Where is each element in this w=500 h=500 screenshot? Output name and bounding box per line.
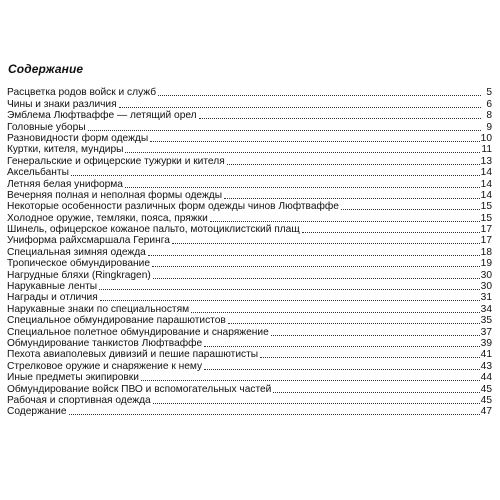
toc-entry-page-number: 15 bbox=[480, 212, 492, 224]
toc-entry-page-number: 9 bbox=[486, 121, 492, 133]
dot-leader bbox=[152, 266, 480, 267]
toc-entry-title: Униформа райхсмаршала Геринга bbox=[7, 235, 170, 247]
dot-leader bbox=[199, 118, 481, 119]
toc-entry bbox=[7, 235, 492, 246]
toc-entry-title: Расцветка родов войск и служб bbox=[7, 87, 157, 99]
toc-entry-title: Чины и знаки различия bbox=[7, 98, 117, 110]
dot-leader bbox=[153, 278, 480, 279]
toc-entry-page-number: 45 bbox=[480, 383, 492, 395]
dot-leader bbox=[125, 187, 480, 188]
toc-entry bbox=[7, 190, 492, 201]
toc-entry-title: Генеральские и офицерские тужурки и кителя bbox=[7, 155, 225, 167]
dot-leader bbox=[125, 152, 480, 153]
toc-entry-page-number: 47 bbox=[480, 406, 492, 418]
toc-entry-title: Рабочая и спортивная одежда bbox=[7, 394, 151, 406]
toc-entry bbox=[7, 372, 492, 383]
toc-entry-page-number: 14 bbox=[480, 178, 492, 190]
toc-entry-page-number: 15 bbox=[480, 201, 492, 213]
toc-entry-title: Летняя белая униформа bbox=[7, 178, 123, 190]
toc-entry-page-number: 5 bbox=[486, 87, 492, 99]
toc-entry-page-number: 35 bbox=[480, 315, 492, 327]
toc-entry bbox=[7, 246, 492, 257]
toc-entry-page-number: 17 bbox=[480, 224, 492, 236]
dot-leader bbox=[141, 380, 480, 381]
toc-entry bbox=[7, 121, 492, 132]
toc-entry bbox=[7, 281, 492, 292]
toc-entry-title: Пехота авиаполевых дивизий и пешие парашютисты bbox=[7, 349, 259, 361]
dot-leader bbox=[204, 346, 479, 347]
toc-entry-title: Нарукавные знаки по специальностям bbox=[7, 303, 190, 315]
toc-entry-title: Некоторые особенности различных форм одежды чинов Люфтваффе bbox=[7, 201, 339, 213]
dot-leader bbox=[302, 232, 480, 233]
toc-entry-page-number: 18 bbox=[480, 246, 492, 258]
toc-entry-title: Иные предметы экипировки bbox=[7, 372, 139, 384]
toc-entry-page-number: 30 bbox=[480, 269, 492, 281]
dot-leader bbox=[191, 312, 480, 313]
toc-entry bbox=[7, 201, 492, 212]
toc-entry bbox=[7, 269, 492, 280]
toc-entry bbox=[7, 315, 492, 326]
toc-entry-page-number: 30 bbox=[480, 281, 492, 293]
dot-leader bbox=[99, 289, 480, 290]
dot-leader bbox=[228, 323, 480, 324]
dot-leader bbox=[172, 243, 480, 244]
toc-entry bbox=[7, 383, 492, 394]
toc-entry-title: Вечерняя полная и неполная формы одежды bbox=[7, 189, 223, 201]
toc-entry-page-number: 45 bbox=[480, 394, 492, 406]
dot-leader bbox=[227, 164, 480, 165]
dot-leader bbox=[150, 141, 479, 142]
toc-entry-page-number: 14 bbox=[480, 167, 492, 179]
toc-entry-title: Награды и отличия bbox=[7, 292, 98, 304]
toc-entry-title: Аксельбанты bbox=[7, 167, 69, 179]
dot-leader bbox=[71, 175, 480, 176]
toc-entry-title: Стрелковое оружие и снаряжение к нему bbox=[7, 360, 203, 372]
toc-entry-title: Головные уборы bbox=[7, 121, 86, 133]
toc-entry bbox=[7, 326, 492, 337]
toc-entry-page-number: 34 bbox=[480, 303, 492, 315]
toc-entry bbox=[7, 406, 492, 417]
toc-entry bbox=[7, 87, 492, 98]
toc-entry-title: Тропическое обмундирование bbox=[7, 258, 151, 270]
toc-entry-page-number: 44 bbox=[480, 372, 492, 384]
toc-entry-title: Шинель, офицерское кожаное пальто, мотоциклистский плащ bbox=[7, 224, 300, 236]
dot-leader bbox=[204, 369, 480, 370]
toc-entry-page-number: 13 bbox=[480, 155, 492, 167]
toc-entry-page-number: 19 bbox=[480, 258, 492, 270]
toc-entry-title: Обмундирование войск ПВО и вспомогательных частей bbox=[7, 383, 272, 395]
toc-entry bbox=[7, 224, 492, 235]
dot-leader bbox=[210, 221, 480, 222]
toc-entry-title: Обмундирование танкистов Люфтваффе bbox=[7, 337, 203, 349]
toc-entry bbox=[7, 258, 492, 269]
toc-entry bbox=[7, 212, 492, 223]
toc-entry bbox=[7, 338, 492, 349]
toc-entry bbox=[7, 303, 492, 314]
toc-entry-page-number: 31 bbox=[480, 292, 492, 304]
toc-entry bbox=[7, 178, 492, 189]
toc-entry bbox=[7, 155, 492, 166]
dot-leader bbox=[260, 357, 480, 358]
dot-leader bbox=[273, 392, 479, 393]
toc-entry-page-number: 39 bbox=[480, 337, 492, 349]
toc-entry bbox=[7, 360, 492, 371]
toc-entry-title: Содержание bbox=[7, 406, 67, 418]
toc-entry-title: Куртки, кителя, мундиры bbox=[7, 144, 124, 156]
dot-leader bbox=[148, 255, 480, 256]
toc-entry-page-number: 6 bbox=[486, 98, 492, 110]
toc-entry-page-number: 37 bbox=[480, 326, 492, 338]
toc-entry-page-number: 41 bbox=[480, 349, 492, 361]
dot-leader bbox=[88, 130, 481, 131]
dot-leader bbox=[341, 209, 480, 210]
toc-entry-page-number: 43 bbox=[480, 360, 492, 372]
toc-entry bbox=[7, 395, 492, 406]
toc-entry bbox=[7, 144, 492, 155]
toc-entry-title: Разновидности форм одежды bbox=[7, 132, 149, 144]
dot-leader bbox=[100, 300, 480, 301]
toc-entry-title: Эмблема Люфтваффе — летящий орел bbox=[7, 110, 197, 122]
toc-entry-title: Холодное оружие, темляки, пояса, пряжки bbox=[7, 212, 208, 224]
toc-entry-page-number: 8 bbox=[486, 110, 492, 122]
dot-leader bbox=[224, 198, 480, 199]
toc-heading: Содержание bbox=[8, 62, 84, 76]
toc-entry-title: Нагрудные бляхи (Ringkragen) bbox=[7, 269, 151, 281]
dot-leader bbox=[153, 403, 480, 404]
toc-entry-page-number: 11 bbox=[481, 144, 492, 156]
toc-entry-page-number: 14 bbox=[480, 189, 492, 201]
toc-entry bbox=[7, 98, 492, 109]
toc-list bbox=[7, 87, 492, 417]
toc-entry bbox=[7, 167, 492, 178]
toc-entry bbox=[7, 292, 492, 303]
toc-entry bbox=[7, 349, 492, 360]
toc-entry bbox=[7, 110, 492, 121]
dot-leader bbox=[271, 335, 480, 336]
toc-entry-page-number: 10 bbox=[480, 132, 492, 144]
toc-entry bbox=[7, 133, 492, 144]
toc-entry-page-number: 17 bbox=[480, 235, 492, 247]
toc-entry-title: Специальная зимняя одежда bbox=[7, 246, 146, 258]
toc-entry-title: Специальное обмундирование парашютистов bbox=[7, 315, 226, 327]
toc-entry-title: Специальное полетное обмундирование и снаряжение bbox=[7, 326, 269, 338]
toc-entry-title: Нарукавные ленты bbox=[7, 281, 98, 293]
dot-leader bbox=[69, 414, 480, 415]
dot-leader bbox=[119, 107, 481, 108]
dot-leader bbox=[158, 95, 481, 96]
